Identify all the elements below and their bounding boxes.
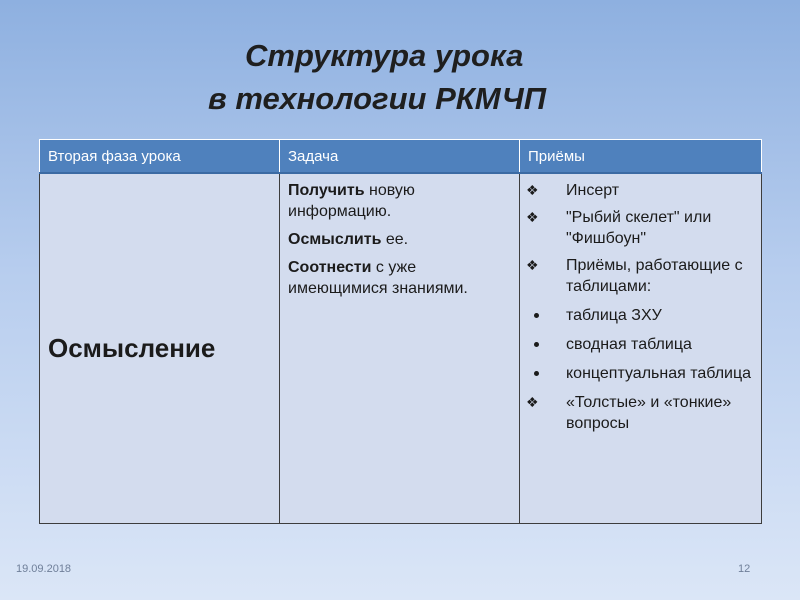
title-line-1: Структура урока [245, 38, 524, 73]
list-item: ❖ «Толстые» и «тонкие» вопросы [526, 394, 732, 432]
slide-number: 12 [738, 563, 751, 575]
dot-bullet-icon [534, 342, 539, 347]
lesson-structure-table [39, 139, 762, 524]
header-phase: Вторая фаза урока [40, 140, 280, 174]
task-item: Получить новую информацию. [288, 182, 415, 220]
table-header-row [40, 140, 762, 174]
phase-label: Осмысление [48, 333, 216, 364]
list-item: сводная таблица [522, 334, 757, 355]
table-row [40, 173, 762, 523]
table-methods-sublist [522, 305, 757, 384]
dot-bullet-icon [534, 313, 539, 318]
diamond-bullet-icon: ❖ [526, 394, 539, 410]
task-cell [280, 173, 520, 523]
list-item: ❖ Приёмы, работающие с таблицами: таблица ЗХУ сводная таблица концептуальная таблица [522, 255, 757, 384]
task-item: Осмыслить ее. [288, 231, 409, 248]
dot-bullet-icon [534, 371, 539, 376]
header-methods: Приёмы [520, 140, 762, 174]
list-item: ❖ Инсерт [526, 182, 620, 199]
slide-title [0, 34, 800, 120]
title-line-2: в технологии РКМЧП [208, 81, 547, 116]
diamond-bullet-icon: ❖ [526, 182, 539, 198]
list-item: таблица ЗХУ [522, 305, 757, 326]
slide-date: 19.09.2018 [16, 563, 72, 575]
methods-list [522, 180, 757, 434]
list-item: концептуальная таблица [522, 363, 757, 384]
task-item: Соотнести с уже имеющимися знаниями. [288, 259, 468, 297]
methods-cell [520, 173, 762, 523]
diamond-bullet-icon: ❖ [526, 209, 539, 225]
diamond-bullet-icon: ❖ [526, 257, 539, 273]
phase-cell [40, 173, 280, 523]
list-item: ❖ "Рыбий скелет" или "Фишбоун" [526, 209, 712, 247]
header-task: Задача [280, 140, 520, 174]
